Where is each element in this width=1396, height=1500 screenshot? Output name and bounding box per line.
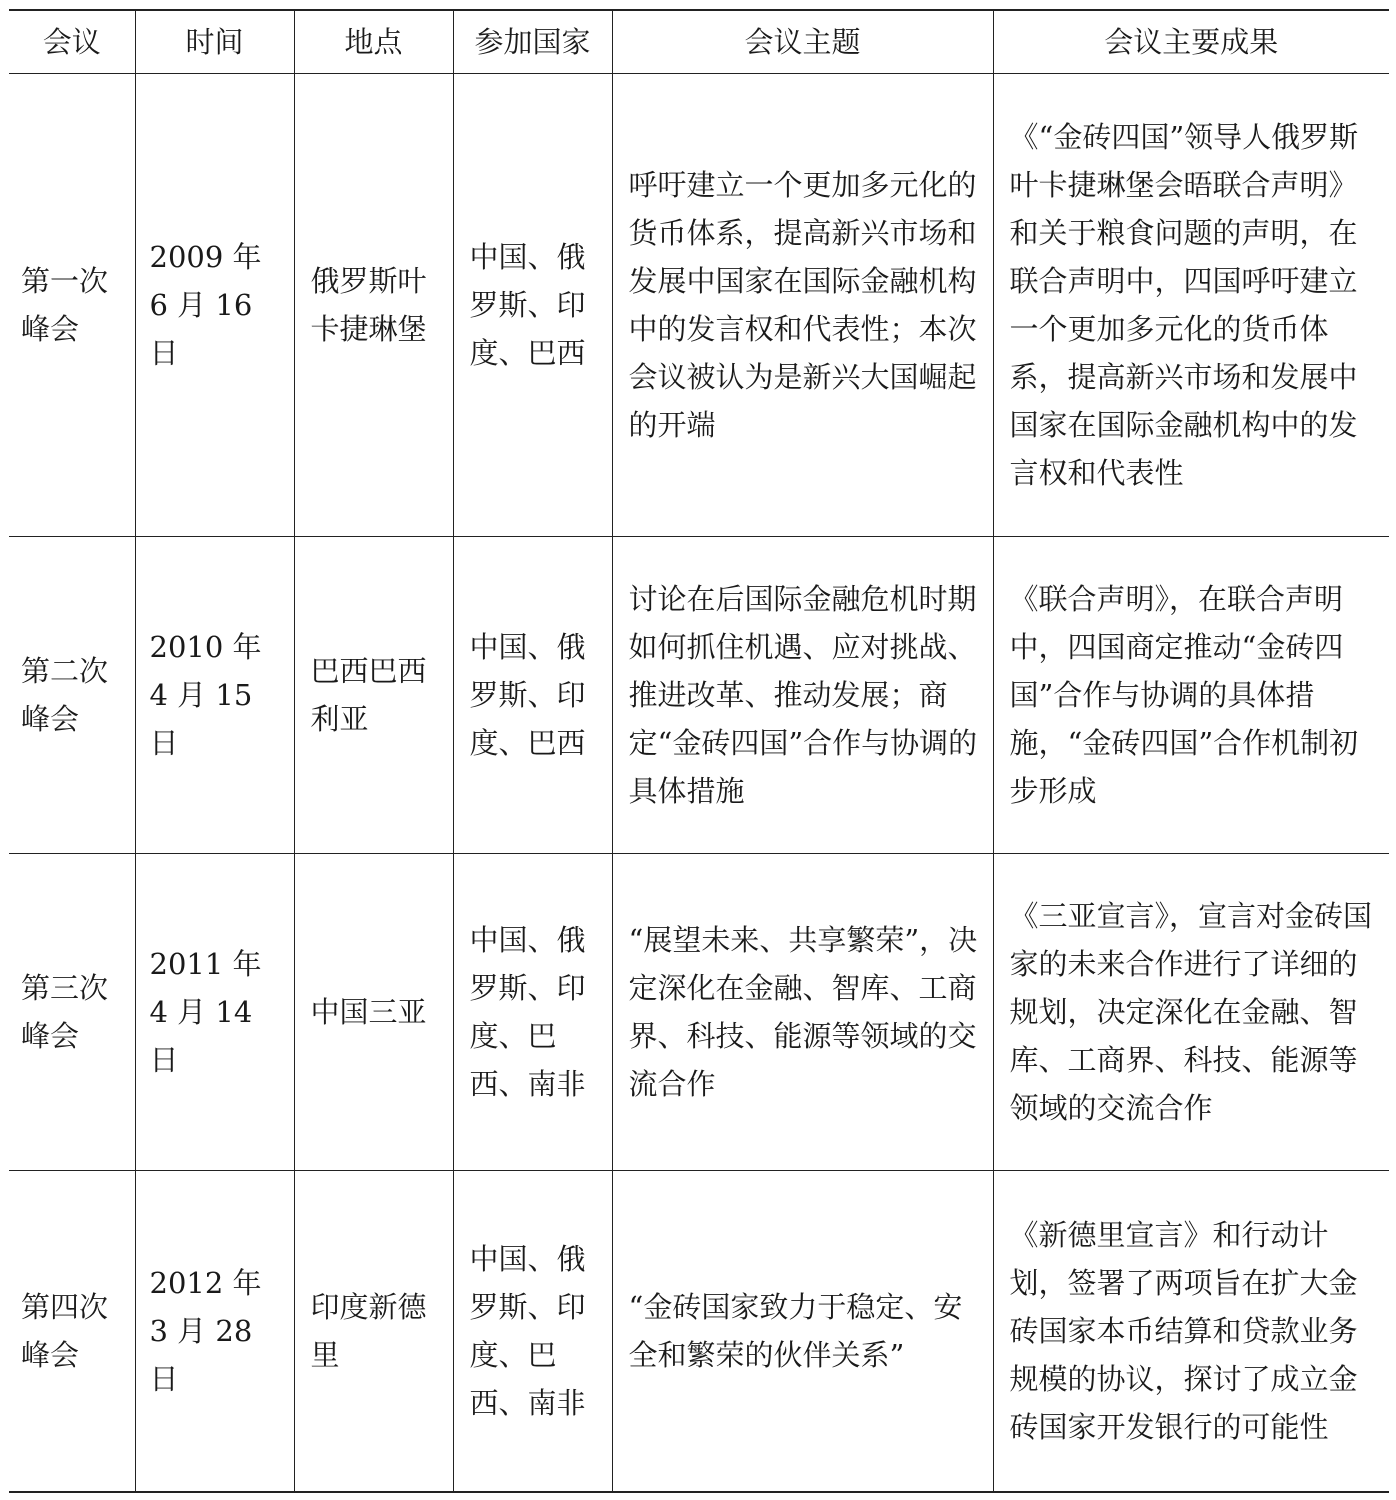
cell-place: 俄罗斯叶卡捷琳堡 bbox=[294, 74, 453, 537]
header-date: 时间 bbox=[135, 10, 294, 74]
header-theme: 会议主题 bbox=[612, 10, 993, 74]
header-place: 地点 bbox=[294, 10, 453, 74]
table-header bbox=[9, 10, 1389, 74]
cell-countries: 中国、俄罗斯、印度、巴西 bbox=[453, 74, 612, 537]
table-row bbox=[9, 854, 1389, 1171]
cell-meeting: 第三次峰会 bbox=[9, 854, 135, 1171]
cell-meeting: 第四次峰会 bbox=[9, 1171, 135, 1492]
header-countries: 参加国家 bbox=[453, 10, 612, 74]
summit-table bbox=[9, 9, 1389, 1493]
cell-date: 2009 年 6 月 16 日 bbox=[135, 74, 294, 537]
cell-place: 中国三亚 bbox=[294, 854, 453, 1171]
header-meeting: 会议 bbox=[9, 10, 135, 74]
cell-place: 巴西巴西利亚 bbox=[294, 537, 453, 854]
cell-outcome: 《三亚宣言》，宣言对金砖国家的未来合作进行了详细的规划，决定深化在金融、智库、工商界、科技、能源等领域的交流合作 bbox=[993, 854, 1389, 1171]
table-row bbox=[9, 537, 1389, 854]
cell-date: 2011 年 4 月 14 日 bbox=[135, 854, 294, 1171]
table-row bbox=[9, 74, 1389, 537]
cell-countries: 中国、俄罗斯、印度、巴西、南非 bbox=[453, 1171, 612, 1492]
header-row bbox=[9, 10, 1389, 74]
cell-meeting: 第二次峰会 bbox=[9, 537, 135, 854]
cell-date: 2010 年 4 月 15 日 bbox=[135, 537, 294, 854]
cell-outcome: 《新德里宣言》和行动计划，签署了两项旨在扩大金砖国家本币结算和贷款业务规模的协议，探讨了成立金砖国家开发银行的可能性 bbox=[993, 1171, 1389, 1492]
cell-place: 印度新德里 bbox=[294, 1171, 453, 1492]
cell-outcome: 《“金砖四国”领导人俄罗斯叶卡捷琳堡会晤联合声明》和关于粮食问题的声明，在联合声明中，四国呼吁建立一个更加多元化的货币体系，提高新兴市场和发展中国家在国际金融机构中的发言权和代表性 bbox=[993, 74, 1389, 537]
cell-theme: “金砖国家致力于稳定、安全和繁荣的伙伴关系” bbox=[612, 1171, 993, 1492]
cell-outcome: 《联合声明》，在联合声明中，四国商定推动“金砖四国”合作与协调的具体措施，“金砖四国”合作机制初步形成 bbox=[993, 537, 1389, 854]
cell-theme: 讨论在后国际金融危机时期如何抓住机遇、应对挑战、推进改革、推动发展；商定“金砖四国”合作与协调的具体措施 bbox=[612, 537, 993, 854]
table-body bbox=[9, 74, 1389, 1492]
cell-theme: 呼吁建立一个更加多元化的货币体系，提高新兴市场和发展中国家在国际金融机构中的发言权和代表性；本次会议被认为是新兴大国崛起的开端 bbox=[612, 74, 993, 537]
cell-meeting: 第一次峰会 bbox=[9, 74, 135, 537]
table-row bbox=[9, 1171, 1389, 1492]
cell-date: 2012 年 3 月 28 日 bbox=[135, 1171, 294, 1492]
cell-countries: 中国、俄罗斯、印度、巴西 bbox=[453, 537, 612, 854]
cell-theme: “展望未来、共享繁荣”，决定深化在金融、智库、工商界、科技、能源等领域的交流合作 bbox=[612, 854, 993, 1171]
header-outcome: 会议主要成果 bbox=[993, 10, 1389, 74]
cell-countries: 中国、俄罗斯、印度、巴西、南非 bbox=[453, 854, 612, 1171]
